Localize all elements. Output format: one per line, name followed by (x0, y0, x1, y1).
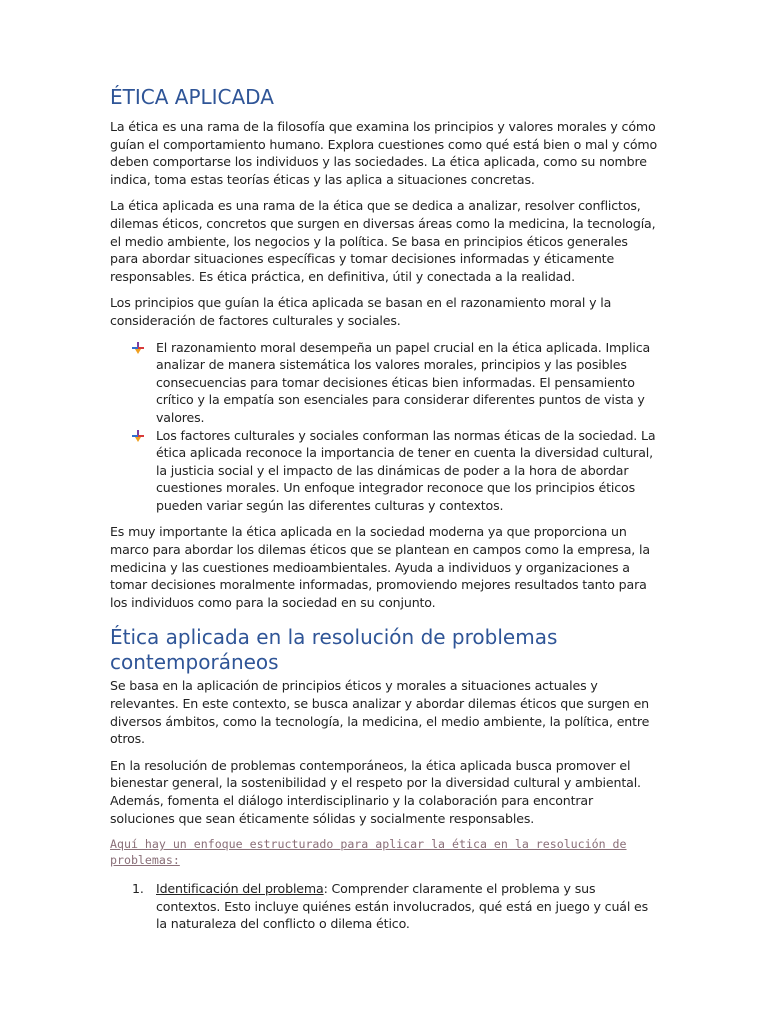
intro-paragraph-2: La ética aplicada es una rama de la ética que se dedica a analizar, resolver conflictos, dilemas éticos, concretos que surgen en diversas áreas como la medicina, la tecnología, el medio ambiente, los negocios y la política. Se basa en principios éticos generales para abordar situaciones específicas y tomar decisiones informadas y éticamente responsables. Es ética práctica, en definitiva, útil y conectada a la realidad. (110, 198, 656, 284)
step-term: Identificación del problema (156, 881, 324, 897)
bullet-item (156, 339, 658, 427)
section2-paragraph-1: Se basa en la aplicación de principios éticos y morales a situaciones actuales y relevantes. En este contexto, se busca analizar y abordar dilemas éticos que surgen en diversos ámbitos, como la tecnología, la medicina, el medio ambiente, la política, entre otros. (110, 678, 650, 747)
arrow-bullet-icon (132, 342, 144, 354)
structured-approach-subtitle: Aquí hay un enfoque estructurado para aplicar la ética en la resolución de problemas: (110, 837, 627, 868)
step-number: 1. (132, 881, 144, 897)
section2-heading: Ética aplicada en la resolución de problemas contemporáneos (110, 625, 558, 675)
closing-paragraph: Es muy importante la ética aplicada en la sociedad moderna ya que proporciona un marco para abordar los dilemas éticos que se plantean en campos como la empresa, la medicina y las cuestiones medioambientales. Ayuda a individuos y organizaciones a tomar decisiones moralmente informadas, promoviendo mejores resultados tanto para los individuos como para la sociedad en su conjunto. (110, 524, 650, 610)
steps-numbered-list (110, 880, 658, 933)
intro-paragraph-1: La ética es una rama de la filosofía que examina los principios y valores morales y cómo guían el comportamiento humano. Explora cuestiones como qué está bien o mal y cómo deben comportarse los individuos y las sociedades. La ética aplicada, como su nombre indica, toma estas teorías éticas y las aplica a situaciones concretas. (110, 119, 658, 187)
step-description: : Comprender claramente el problema y sus contextos. Esto incluye quiénes están involucrados, qué está en juego y cuál es la naturaleza del conflicto o dilema ético. (156, 881, 649, 932)
intro-paragraph-3: Los principios que guían la ética aplicada se basan en el razonamiento moral y la consideración de factores culturales y sociales. (110, 295, 612, 328)
arrow-bullet-icon (132, 430, 144, 442)
section2-paragraph-2: En la resolución de problemas contemporáneos, la ética aplicada busca promover el bienestar general, la sostenibilidad y el respeto por la diversidad cultural y ambiental. Además, fomenta el diálogo interdisciplinario y la colaboración para encontrar soluciones que sean éticamente sólidas y socialmente responsables. (110, 757, 641, 826)
document-title: ÉTICA APLICADA (110, 85, 274, 109)
bullet-text: Los factores culturales y sociales conforman las normas éticas de la sociedad. La ética aplicada reconoce la importancia de tener en cuenta la diversidad cultural, la justicia social y el impacto de las dinámicas de poder a la hora de abordar cuestiones morales. Un enfoque integrador reconoce que los principios éticos pueden variar según las diferentes culturas y contextos. (156, 427, 656, 513)
step-item (132, 880, 658, 933)
principles-bullet-list (110, 339, 658, 515)
bullet-item (156, 427, 658, 515)
document-body (110, 84, 658, 933)
bullet-text: El razonamiento moral desempeña un papel crucial en la ética aplicada. Implica analizar de manera sistemática los valores morales, principios y las posibles consecuencias para tomar decisiones éticas bien informadas. El pensamiento crítico y la empatía son esenciales para considerar diferentes puntos de vista y valores. (156, 339, 651, 425)
